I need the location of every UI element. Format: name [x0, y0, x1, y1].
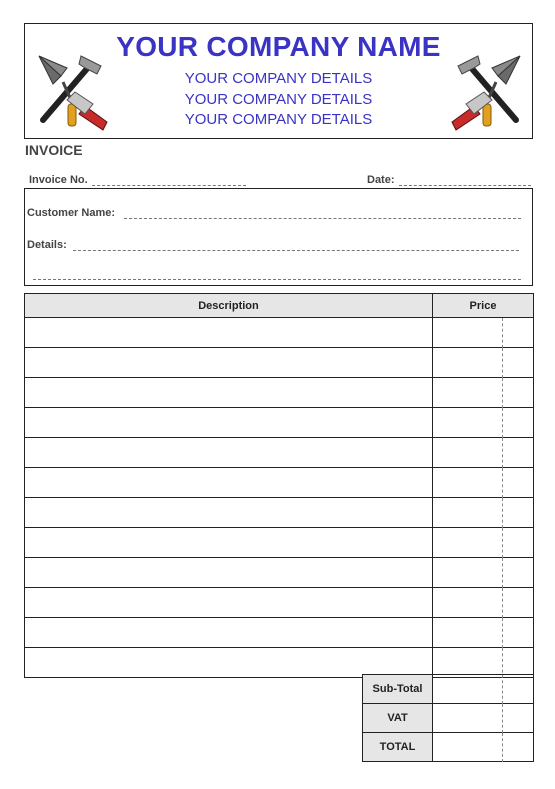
- vat-row: [363, 704, 534, 733]
- subtotal-value-cell[interactable]: [433, 675, 534, 704]
- description-header: Description: [25, 294, 433, 318]
- table-row: [25, 528, 534, 558]
- line-items-table: [24, 293, 534, 678]
- vat-value-cell[interactable]: [433, 704, 534, 733]
- table-row: [25, 498, 534, 528]
- invoice-title: INVOICE: [25, 142, 83, 158]
- company-details-line-2: YOUR COMPANY DETAILS: [184, 91, 373, 108]
- customer-name-label: Customer Name:: [27, 207, 116, 219]
- price-cell[interactable]: [433, 438, 534, 468]
- table-row: [25, 648, 534, 678]
- description-cell[interactable]: [25, 498, 433, 528]
- table-row: [25, 318, 534, 348]
- customer-section: [24, 188, 533, 286]
- price-cell[interactable]: [433, 648, 534, 678]
- price-cell[interactable]: [433, 498, 534, 528]
- invoice-number-field[interactable]: [92, 185, 246, 186]
- tools-crossed-icon: [450, 48, 526, 132]
- table-row: [25, 618, 534, 648]
- table-row: [25, 468, 534, 498]
- total-value-cell[interactable]: [433, 733, 534, 762]
- description-cell[interactable]: [25, 528, 433, 558]
- vat-label: VAT: [363, 704, 433, 733]
- price-cell[interactable]: [433, 558, 534, 588]
- description-cell[interactable]: [25, 648, 433, 678]
- details-field-line-1[interactable]: [73, 250, 519, 251]
- description-cell[interactable]: [25, 438, 433, 468]
- details-field-line-2[interactable]: [33, 279, 521, 280]
- description-cell[interactable]: [25, 348, 433, 378]
- customer-name-field[interactable]: [124, 218, 521, 219]
- description-cell[interactable]: [25, 558, 433, 588]
- price-cell[interactable]: [433, 378, 534, 408]
- company-details-line-3: YOUR COMPANY DETAILS: [184, 111, 373, 128]
- price-cell[interactable]: [433, 468, 534, 498]
- date-label: Date:: [367, 174, 395, 186]
- price-cell[interactable]: [433, 528, 534, 558]
- description-cell[interactable]: [25, 618, 433, 648]
- price-header: Price: [433, 294, 534, 318]
- price-cell[interactable]: [433, 618, 534, 648]
- table-row: [25, 378, 534, 408]
- total-label: TOTAL: [363, 733, 433, 762]
- company-header: [24, 23, 533, 139]
- price-cell[interactable]: [433, 348, 534, 378]
- total-row: [363, 733, 534, 762]
- subtotal-label: Sub-Total: [363, 675, 433, 704]
- invoice-number-label: Invoice No.: [29, 174, 88, 186]
- price-cell[interactable]: [433, 318, 534, 348]
- date-field[interactable]: [399, 185, 531, 186]
- table-header-row: [25, 294, 534, 318]
- price-cell[interactable]: [433, 588, 534, 618]
- subtotal-row: [363, 675, 534, 704]
- totals-table: [362, 674, 534, 762]
- description-cell[interactable]: [25, 318, 433, 348]
- table-row: [25, 558, 534, 588]
- company-details-line-1: YOUR COMPANY DETAILS: [184, 70, 373, 87]
- description-cell[interactable]: [25, 588, 433, 618]
- company-name: YOUR COMPANY NAME: [116, 31, 441, 62]
- table-row: [25, 348, 534, 378]
- description-cell[interactable]: [25, 378, 433, 408]
- description-cell[interactable]: [25, 468, 433, 498]
- details-label: Details:: [27, 239, 67, 251]
- table-row: [25, 438, 534, 468]
- table-row: [25, 588, 534, 618]
- price-cell[interactable]: [433, 408, 534, 438]
- table-row: [25, 408, 534, 438]
- description-cell[interactable]: [25, 408, 433, 438]
